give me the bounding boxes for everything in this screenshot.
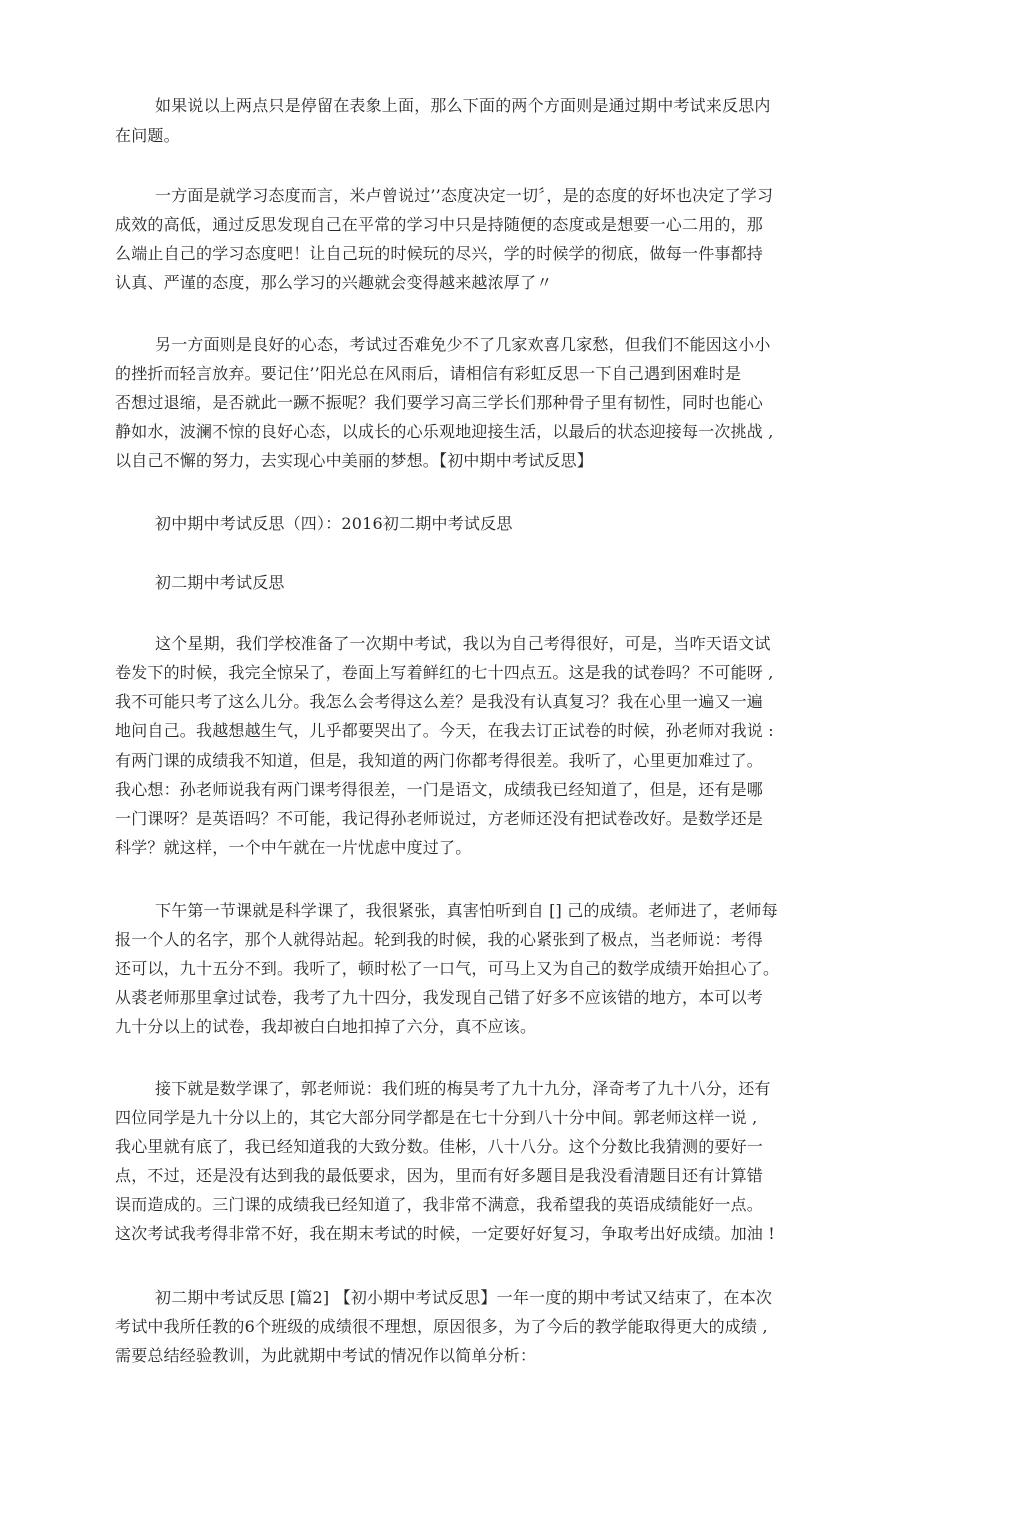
paragraph-line: 的挫折而轻言放弃。要记住’’阳光总在风雨后，请相信有彩虹反思一下自己遇到困难时是 xyxy=(115,364,742,383)
paragraph-line: 么端止自己的学习态度吧！让自己玩的时候玩的尽兴，学的时候学的彻底，做每一件事都持 xyxy=(115,244,764,263)
paragraph-line: 一方面是就学习态度而言，米卢曾说过’’态度决定一切〞，是的态度的好坏也决定了学习 xyxy=(155,186,774,205)
paragraph-line: 否想过退缩，是否就此一蹶不振呢？我们要学习高三学长们那种骨子里有韧性，同时也能心 xyxy=(115,393,764,412)
paragraph-line: 下午第一节课就是科学课了，我很紧张，真害怕听到自 [] 己的成绩。老师进了，老师每 xyxy=(155,901,778,920)
paragraph-line: 认真、严谨的态度，那么学习的兴趣就会变得越来越浓厚了〃 xyxy=(115,273,553,292)
paragraph-line: 有两门课的成绩我不知道，但是，我知道的两门你都考得很差。我听了，心里更加难过了。 xyxy=(115,751,764,770)
paragraph-line: 九十分以上的试卷，我却被白白地扣掉了六分，真不应该。 xyxy=(115,1017,537,1036)
paragraph-line: 从裘老师那里拿过试卷，我考了九十四分，我发现自己错了好多不应该错的地方，本可以考 xyxy=(115,988,764,1007)
paragraph-line: 如果说以上两点只是停留在表象上面，那么下面的两个方面则是通过期中考试来反思内 xyxy=(155,96,771,115)
paragraph-line: 点，不过，还是没有达到我的最低要求，因为，里而有好多题目是我没看清题目还有计算错 xyxy=(115,1166,764,1185)
paragraph-line: 我心想：孙老师说我有两门课考得很差，一门是语文，成绩我已经知道了，但是，还有是哪 xyxy=(115,780,764,799)
paragraph-line: 考试中我所任教的6个班级的成绩很不理想，原因很多，为了今后的教学能取得更大的成绩 , xyxy=(115,1317,768,1336)
subsection-heading-text: 初二期中考试反思 xyxy=(155,573,285,592)
paragraph-line: 一门课呀？是英语吗？不可能，我记得孙老师说过，方老师还没有把试卷改好。是数学还是 xyxy=(115,809,764,828)
paragraph-line: 报一个人的名字，那个人就得站起。轮到我的时候，我的心紧张到了极点，当老师说：考得 xyxy=(115,930,764,949)
paragraph-line: 这次考试我考得非常不好，我在期末考试的时候，一定要好好复习，争取考出好成绩。加油 ! xyxy=(115,1224,775,1243)
paragraph-line: 成效的高低，通过反思发现自己在平常的学习中只是持随便的态度或是想要一心二用的，那 xyxy=(115,215,764,234)
paragraph-line: 这个星期，我们学校准备了一次期中考试，我以为自己考得很好，可是，当咋天语文试 xyxy=(155,634,771,653)
paragraph-line: 需要总结经验教训，为此就期中考试的情况作以简单分析： xyxy=(115,1346,537,1365)
paragraph-line: 接下就是数学课了，郭老师说：我们班的梅昊考了九十九分，泽奇考了九十八分，还有 xyxy=(155,1079,771,1098)
paragraph-line: 另一方面则是良好的心态，考试过否难免少不了几家欢喜几家愁，但我们不能因这小小 xyxy=(155,335,771,354)
paragraph-line: 卷发下的时候，我完全惊呆了，卷面上写着鲜红的七十四点五。这是我的试卷吗？不可能呀 , xyxy=(115,663,774,682)
paragraph-line: 还可以，九十五分不到。我听了，顿时松了一口气，可马上又为自己的数学成绩开始担心了。 xyxy=(115,959,780,978)
paragraph-line: 初二期中考试反思 [篇2] 【初小期中考试反思】一年一度的期中考试又结束了，在本次 xyxy=(155,1288,773,1307)
paragraph-line: 科学？就这样，一个中午就在一片忧虑中度过了。 xyxy=(115,838,472,857)
paragraph-line: 误而造成的。三门课的成绩我已经知道了，我非常不满意，我希望我的英语成绩能好一点。 xyxy=(115,1195,764,1214)
paragraph-line: 我不可能只考了这么儿分。我怎么会考得这么差？是我没有认真复习？我在心里一遍又一遍 xyxy=(115,692,764,711)
section-heading-text: 初中期中考试反思（四）：2016初二期中考试反思 xyxy=(155,514,513,533)
paragraph-line: 我心里就有底了，我已经知道我的大致分数。佳彬，八十八分。这个分数比我猜测的要好一 xyxy=(115,1137,764,1156)
paragraph-line: 地问自己。我越想越生气，儿乎都要哭出了。今天，在我去订正试卷的时候，孙老师对我说 : xyxy=(115,721,774,740)
paragraph-line: 静如水，波澜不惊的良好心态，以成长的心乐观地迎接生活，以最后的状态迎接每一次挑战 , xyxy=(115,422,774,441)
paragraph-line: 以自己不懈的努力，去实现心中美丽的梦想。【初中期中考试反思】 xyxy=(115,451,594,470)
paragraph-line: 在问题。 xyxy=(115,126,180,145)
paragraph-line: 四位同学是九十分以上的，其它大部分同学都是在七十分到八十分中间。郭老师这样一说 , xyxy=(115,1108,758,1127)
